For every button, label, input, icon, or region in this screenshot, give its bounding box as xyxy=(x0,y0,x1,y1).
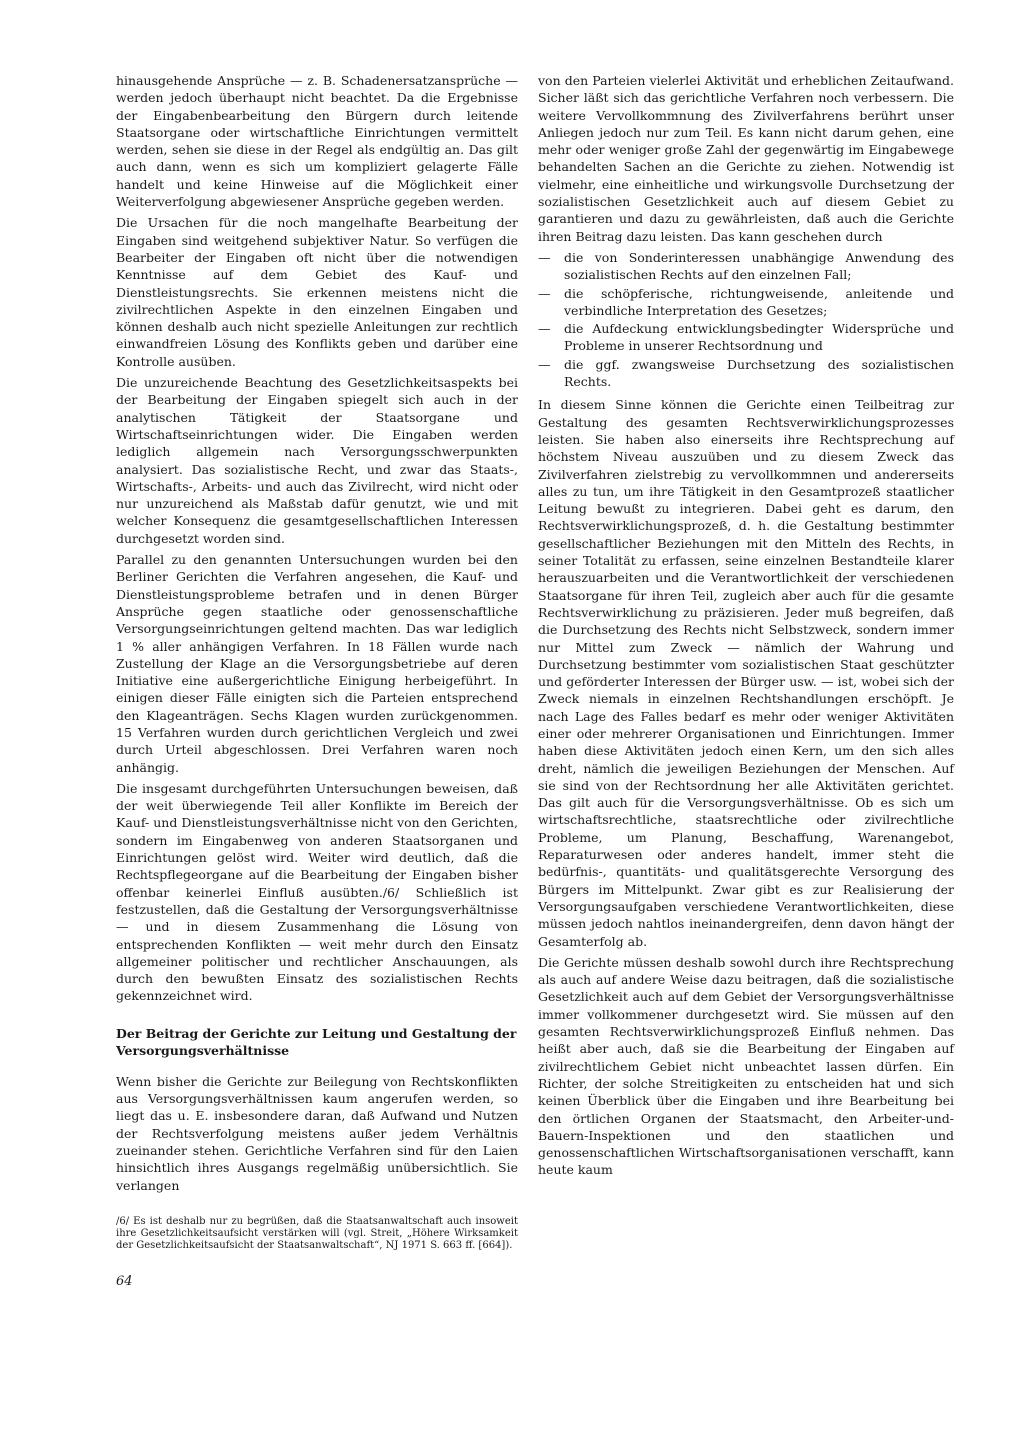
list-item-text: die Aufdeckung entwicklungsbedingter Widersprüche und Probleme in unserer Rechtsordnung und xyxy=(564,321,954,354)
list-item xyxy=(538,320,954,355)
list-item xyxy=(538,285,954,320)
paragraph: Die unzureichende Beachtung des Gesetzlichkeitsaspekts bei der Bearbeitung der Eingaben spiegelt sich auch in der analytischen Tätigkeit der Staatsorgane und Wirtschaftseinrichtungen wider. Die Eingaben werden lediglich allgemein nach Versorgungsschwerpunkten analysiert. Das sozialistische Recht, und zwar das Staats-, Wirtschafts-, Arbeits- und auch das Zivilrecht, wird nicht oder nur unzureichend als Maßstab dafür genutzt, wie und mit welcher Konsequenz die gesamtgesellschaftlichen Interessen durchgesetzt worden sind. xyxy=(116,375,518,546)
paragraph: hinausgehende Ansprüche — z. B. Schadenersatzansprüche — werden jedoch überhaupt nicht beachtet. Da die Ergebnisse der Eingabenbearbeitung den Bürgern durch leitende Staatsorgane oder wirtschaftliche Einrichtungen vermittelt werden, sehen sie diese in der Regel als endgültig an. Das gilt auch dann, wenn es sich um kompliziert gelagerte Fälle handelt und keine Hinweise auf die Möglichkeit einer Weiterverfolgung abgewiesener Ansprüche gegeben werden. xyxy=(116,73,518,210)
list-item-text: die schöpferische, richtungweisende, anleitende und verbindliche Interpretation des Gesetzes; xyxy=(564,285,954,318)
footnote: /6/ Es ist deshalb nur zu begrüßen, daß die Staatsanwaltschaft auch insoweit ihre Gesetzlichkeitsaufsicht verstärken will (vgl. Streit, „Höhere Wirksamkeit der Gesetzlichkeitsaufsicht der Staatsanwaltschaft“, NJ 1971 S. 663 ff. [664]). xyxy=(116,1215,518,1251)
paragraph: In diesem Sinne können die Gerichte einen Teilbeitrag zur Gestaltung des gesamten Rechtsverwirklichungsprozesses leisten. Sie haben also einerseits ihre Rechtsprechung auf höchstem Niveau auszuüben und zu diesem Zweck das Zivilverfahren zielstrebig zu vervollkommnen und andererseits alles zu tun, um ihre Tätigkeit in den Gesamtprozeß staatlicher Leitung bewußt zu integrieren. Dabei geht es darum, den Rechtsverwirklichungsprozeß, d. h. die Gestaltung bestimmter gesellschaftlicher Beziehungen mit den Mitteln des Rechts, in seiner Totalität zu erfassen, seine einzelnen Bestandteile klarer herauszuarbeiten und die Verantwortlichkeit der verschiedenen Staatsorgane für ihren Teil, zugleich aber auch für die gesamte Rechtsverwirklichung zu präzisieren. Jeder muß begreifen, daß die Durchsetzung des Rechts nicht Selbstzweck, sondern immer nur Mittel zum Zweck — nämlich der Wahrung und Durchsetzung bestimmter vom sozialistischen Staat geschützter und geförderter Interessen der Bürger usw. — ist, wobei sich der Zweck niemals in einzelnen Rechtshandlungen erschöpft. Je nach Lage des Falles bedarf es mehr oder weniger Aktivitäten einer oder mehrerer Organisationen und Einrichtungen. Immer haben diese Aktivitäten jedoch einen Kern, um den sich alles dreht, nämlich die jeweiligen Beziehungen der Menschen. Auf sie sind von der Rechtsordnung her alle Aktivitäten gerichtet. Das gilt auch für die Versorgungsverhältnisse. Ob es sich um wirtschaftsrechtliche, staatsrechtliche oder zivilrechtliche Probleme, um Planung, Beschaffung, Warenangebot, Reparaturwesen oder anderes handelt, immer steht die bedürfnis-, quantitäts- und qualitätsgerechte Versorgung des Bürgers im Mittelpunkt. Zwar gibt es zur Realisierung der Versorgungsaufgaben verschiedene Verantwortlichkeiten, diese müssen jedoch nahtlos ineinandergreifen, denn davon hängt der Gesamterfolg ab. xyxy=(538,397,954,949)
list-item-text: die von Sonderinteressen unabhängige Anwendung des sozialistischen Rechts auf den einzelnen Fall; xyxy=(564,249,954,283)
right-column xyxy=(538,72,954,1183)
paragraph: Die Gerichte müssen deshalb sowohl durch ihre Rechtsprechung als auch auf andere Weise dazu beitragen, daß die sozialistische Gesetzlichkeit auch auf dem Gebiet der Versorgungsverhältnisse immer vollkommener durchgesetzt wird. Sie müssen auf den gesamten Rechtsverwirklichungsprozeß Einfluß nehmen. Das heißt aber auch, daß sie die Bearbeitung der Eingaben auf zivilrechtlichem Gebiet nicht unbeachtet lassen dürfen. Ein Richter, der solche Streitigkeiten zu entscheiden hat und sich keinen Überblick über die Eingaben und ihre Bearbeitung bei den örtlichen Organen der Staatsmacht, den Arbeiter-und-Bauern-Inspektionen und den staatlichen und genossenschaftlichen Wirtschaftsorganisationen verschafft, kann heute kaum xyxy=(538,954,954,1178)
list-item xyxy=(538,356,954,391)
list-item xyxy=(538,249,954,284)
left-column xyxy=(116,72,518,1252)
dash-mark: — xyxy=(538,356,551,372)
paragraph: Parallel zu den genannten Untersuchungen wurden bei den Berliner Gerichten die Verfahren angesehen, die Kauf- und Dienstleistungsprobleme betrafen und in denen Bürger Ansprüche gegen staatliche oder genossenschaftliche Versorgungseinrichtungen geltend machten. Das war lediglich 1 % aller anhängigen Verfahren. In 18 Fällen wurde nach Zustellung der Klage an die Versorgungsbetriebe auf deren Initiative eine außergerichtliche Einigung herbeigeführt. In einigen dieser Fälle einigten sich die Parteien entsprechend den Klageanträgen. Sechs Klagen wurden zurückgenommen. 15 Verfahren wurden durch gerichtlichen Vergleich und zwei durch Urteil abgeschlossen. Drei Verfahren waren noch anhängig. xyxy=(116,552,518,775)
list-item-text: die ggf. zwangsweise Durchsetzung des sozialistischen Rechts. xyxy=(564,356,954,390)
paragraph: von den Parteien vielerlei Aktivität und erheblichen Zeitaufwand. Sicher läßt sich das gerichtliche Verfahren noch verbessern. Die weitere Vervollkommnung des Zivilverfahrens berührt unser Anliegen jedoch nur zum Teil. Es kann nicht darum gehen, eine mehr oder weniger große Zahl der gegenwärtig im Eingabewege behandelten Sachen an die Gerichte zu ziehen. Notwendig ist vielmehr, eine einheitliche und wirkungsvolle Durchsetzung der sozialistischen Gesetzlichkeit auch auf diesem Gebiet zu garantieren und dazu zu gewährleisten, daß auch die Gerichte ihren Beitrag dazu leisten. Das kann geschehen durch xyxy=(538,73,954,244)
paragraph: Wenn bisher die Gerichte zur Beilegung von Rechtskonflikten aus Versorgungsverhältnissen kaum angerufen werden, so liegt das u. E. insbesondere daran, daß Aufwand und Nutzen der Rechtsverfolgung meistens außer jedem Verhältnis zueinander stehen. Gerichtliche Verfahren sind für den Laien hinsichtlich ihres Ausgangs regelmäßig unübersichtlich. Sie verlangen xyxy=(116,1073,518,1193)
paragraph: Die Ursachen für die noch mangelhafte Bearbeitung der Eingaben sind weitgehend subjektiver Natur. So verfügen die Bearbeiter der Eingaben oft nicht über die notwendigen Kenntnisse auf dem Gebiet des Kauf- und Dienstleistungsrechts. Sie erkennen meistens nicht die zivilrechtlichen Aspekte in den einzelnen Eingaben und können deshalb auch nicht spezielle Anleitungen zur rechtlich einwandfreien Lösung des Konflikts geben und darüber eine Kontrolle ausüben. xyxy=(116,215,518,369)
paragraph: Die insgesamt durchgeführten Untersuchungen beweisen, daß der weit überwiegende Teil aller Konflikte im Bereich der Kauf- und Dienstleistungsverhältnisse nicht von den Gerichten, sondern im Eingabenweg von anderen Staatsorganen und Einrichtungen gelöst wird. Weiter wird deutlich, daß die Rechtspflegeorgane auf die Bearbeitung der Eingaben bisher offenbar keinerlei Einfluß ausübten./6/ Schließlich ist festzustellen, daß die Gestaltung der Versorgungsverhältnisse — und in diesem Zusammenhang die Lösung von entsprechenden Konflikten — weit mehr durch den Einsatz allgemeiner politischer und rechtlicher Anschauungen, als durch den bewußten Einsatz des sozialistischen Rechts gekennzeichnet wird. xyxy=(116,780,518,1004)
dash-mark: — xyxy=(538,285,551,301)
dash-mark: — xyxy=(538,249,551,265)
page-number: 64 xyxy=(116,1274,133,1289)
dash-list xyxy=(538,249,954,390)
section-heading: Der Beitrag der Gerichte zur Leitung und Gestaltung der Versorgungsverhältnisse xyxy=(116,1025,517,1058)
dash-mark: — xyxy=(538,321,551,337)
